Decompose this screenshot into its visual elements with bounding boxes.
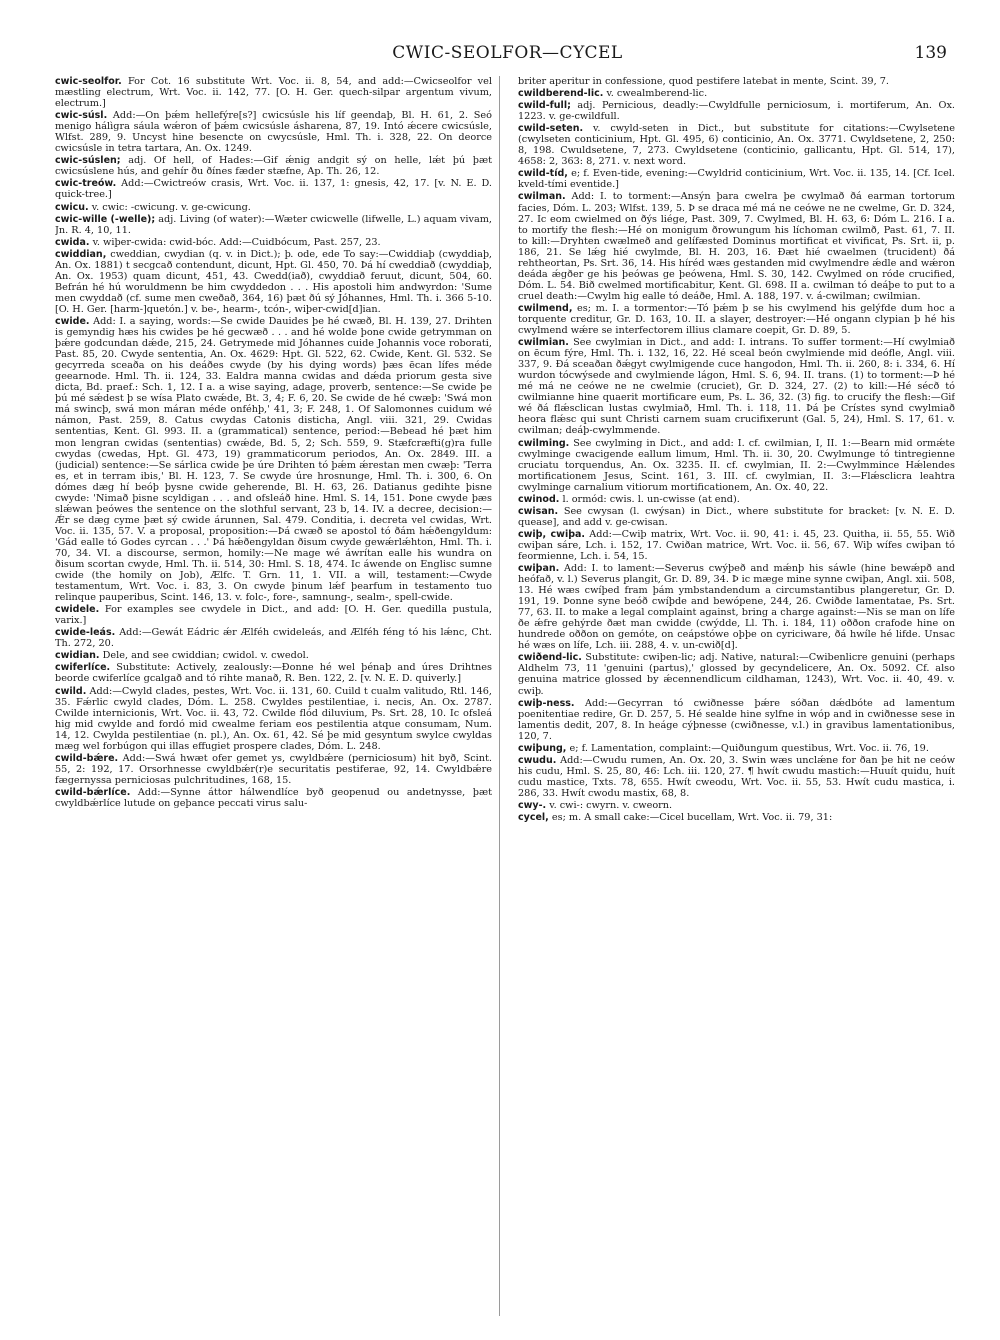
dictionary-entry xyxy=(55,249,492,315)
dictionary-entry xyxy=(55,686,492,752)
entry-text: cweddian, cwydian (q. v. in Dict.); þ. ode, ede To say:—Cwiddiaþ (cwyddiaþ, An. Ox. 1881) t secgcað contendunt, dicunt, Hpt. Gl. 450, 70. Þá hí cweddiað (cwyddiaþ, An. Ox. 1953) quam dicunt, 451, 43. Cwedd(iað), cwyddiað feruut, dicunt, 504, 60. Befrán hé hú woruldmenn be him cwyddedon . . . His apostoli him andwyrdon: 'Sume men cwyddað (cf. sume men cweðað, 364, 16) þæt ðú sý Jóhannes, Hml. Th. i. 366 5-10. [O. H. Ger. [harm-]quetón.] v. be-, hearm-, tcón-, wiþer-cwid[d]ian. xyxy=(55,248,492,315)
dictionary-entry xyxy=(55,76,492,109)
dictionary-entry xyxy=(55,787,492,809)
entry-text: Add:—Cwudu rumen, An. Ox. 20, 3. Swin wæs unclǽne for ðan þe hit ne ceów his cudu, Hml. S. 25, 80, 46: Lch. iii. 120, 27. ¶ hwít cwudu mastich:—Huuít quidu, huít cudu mastice, Txts. 78, 655. Hwít cweodu, Wrt. Voc. ii. 55, 53. Hwít cudu mastica, i. 286, 33. Hwít cwodu mastix, 68, 8. xyxy=(518,754,955,799)
entry-headword: cwidian. xyxy=(55,650,100,662)
entry-headword: cwilman. xyxy=(518,191,566,203)
entry-headword: cwy-. xyxy=(518,800,547,811)
entry-text: See cwysan (l. cwýsan) in Dict., where substitute for bracket: [v. N. E. D. quease], and add v. ge-cwisan. xyxy=(518,505,955,528)
entry-headword: cwilmian. xyxy=(518,337,569,349)
entry-headword: cwidele. xyxy=(55,604,100,616)
entry-text: v. cwic: -cwicung. v. ge-cwicung. xyxy=(91,201,251,213)
dictionary-entry xyxy=(518,652,955,696)
entry-headword: cwic-treów. xyxy=(55,178,117,190)
entry-text: Add:—Cwiþ matrix, Wrt. Voc. ii. 90, 41: i. 45, 23. Quitha, ii. 55, 55. Wið cwiþan sáre, Lch. i. 152, 17. Cwiðan matrice, Wrt. Voc. ii. 56, 67. Wiþ wífes cwiþan tó feormienne, Lch. i. 54, 15. xyxy=(518,528,955,562)
entry-text: See cwylmian in Dict., and add: I. intrans. To suffer torment:—Hí cwylmiað on ēcum fýre, Hml. Th. i. 132, 16, 22. Hé sceal beón cwylmiende mid deófle, Angl. viii. 337, 9. Ðá sceaðan ðǽgyt cwylmigende cuce hangodon, Hml. Th. ii. 260, 8: i. 334, 6. Hí wurdon tócwýsede and cwylmiende lágon, Hml. S. 6, 94. II. trans. (1) to torment:—Þ hé mé má ne ceówe ne ne cwelmie (cruciet), Gr. D. 324, 27. (2) to kill:—Hé sécð tó cwilmianne hine quaerit mortificare eum, Ps. L. 36, 32. (3) fig. to crucify the flesh:—Gif wé ðá flǽsclican lustas cwylmiað, Hml. Th. i. 118, 11. Þá þe Crístes synd cwylmiað heora flǽsc qui sunt Christi carnem suam crucifixerunt (Gal. 5, 24), Hml. S. 17, 61. v. cwilman; deáþ-cwylmmende. xyxy=(518,337,955,437)
dictionary-entry xyxy=(55,202,492,213)
entry-text: Add:—Cwictreów crasis, Wrt. Voc. ii. 137, 1: gnesis, 42, 17. [v. N. E. D. quick-tree.] xyxy=(55,178,492,201)
dictionary-entry xyxy=(518,303,955,336)
entry-text: v. cwyld-seten in Dict., but substitute for citations:—Cwylsetene (cwylseten conticinium, Hpt. Gl. 495, 6) conticinio, An. Ox. 3771. Cwyldsetene, 2, 250: 8, 198. Cwuldsetene, 7, 273. Cwyldsetene (conticinio, gallicantu, Hpt. Gl. 514, 17), 4658: 2, 363: 8, 271. v. next word. xyxy=(518,123,955,168)
entry-text: adj. Pernicious, deadly:—Cwyldfulle perniciosum, i. mortiferum, An. Ox. 1223. v. ge-cwildfull. xyxy=(518,100,955,123)
page-number: 139 xyxy=(914,43,947,63)
entry-text: For Cot. 16 substitute Wrt. Voc. ii. 8, 54, and add:—Cwicseolfor vel mæstling electrum, Wrt. Voc. ii. 142, 77. [O. H. Ger. quech-silpar argentum vivum, electrum.] xyxy=(55,76,492,110)
entry-headword: cwildberend-lic. xyxy=(518,88,604,100)
dictionary-entry xyxy=(518,76,955,87)
entry-text: e; f. Lamentation, complaint:—Quiðungum questibus, Wrt. Voc. ii. 76, 19. xyxy=(569,742,929,754)
entry-headword: cwild-bǽre. xyxy=(55,752,119,764)
entry-headword: cwisan. xyxy=(518,505,559,517)
dictionary-entry xyxy=(55,650,492,661)
entry-headword: cwilming. xyxy=(518,437,570,449)
dictionary-entry xyxy=(518,812,955,823)
entry-headword: cwild-tíd, xyxy=(518,168,568,180)
entry-headword: cwiðend-lic. xyxy=(518,652,582,664)
dictionary-entry xyxy=(518,123,955,167)
entry-text: For examples see cwydele in Dict., and add: [O. H. Ger. quedilla pustula, varix.] xyxy=(55,604,492,627)
entry-text: Add: I. a saying, words:—Se cwide Dauides þe hé cwæð, Bl. H. 139, 27. Drihten is gemyndig hæs his cwides þe hé gecwæð . . . and hé wolde þone cwide getrymman on þǽre godcundan dǽde, 215, 24. Getrymede mid Jóhannes cuide Johannis voce roborati, Past. 85, 20. Cwyde sententia, An. Ox. 4629: Hpt. Gl. 522, 62. Cwide, Kent. Gl. 532. Se gecyrreda sceaða on his deáðes cwyde (by his dying words) þæs ēcan lífes méde geearnode. Hml. Th. ii. 124, 33. Ealdra manna cwidas and dǽda priorum gesta sive dicta, Bd. praef.: Sch. 1, 12. I a. a wise saying, adage, proverb, sentence:—Se cwide þe þú mé sǽdest þ se wísa Plato cwǽde, Bt. 3, 4; F. 6, 20. Se cwide de hé cwæþ: 'Swá mon má swincþ, swá mon máran méde onféhþ,' 41, 3; F. 248, 1. Of Salomonnes cuidum wé námon, Past. 259, 8. Catus cwydas Catonis disticha, Angl. viii. 321, 29. Cwidas sententias, Kent. Gl. 993. II. a (grammatical) sentence, period:—Bebead hé þæt him mon lengran cwidas (sententias) cwǽde, Bd. 5, 2; Sch. 559, 9. Stæfcræfti(g)ra fulle cwydas (cwedas, Hpt. Gl. 473, 19) grammaticorum periodos, An. Ox. 2849. III. a (judicial) sentence:—Se sárlica cwide þe úre Drihten tó þǽm ǽrestan men cwæþ: 'Terra es, et in terram ibis,' Bl. H. 123, 7. Se cwyde úre hrosnunge, Hml. Th. i. 300, 6. On dómes dæg hí beóþ þysne cwide geherende, Bl. H. 63, 26. Datianus gedihte þisne cwyde: 'Nimað þisne scyldigan . . . and ofsleáð hine. Hml. S. 14, 151. Þone cwyde þæs slǽwan þeówes the sentence on the slothful servant, 23 b, 14. IV. a decree, decision:—Ǽr se dæg cyme þæt sý cwide árunnen, Sal. 479. Conditia, i. decreta vel cwidas, Wrt. Voc. ii. 135, 57. V. a proposal, proposition:—Þá cwæð se apostol tó ðám hǽðengyldum: 'Gád ealle tó Godes cyrcan . . .' Þá hǽðengyldan ðisum cwyde gewǽrlǽhton, Hml. Th. i. 70, 34. VI. a discourse, sermon, homily:—Ne mage wé áwrítan ealle his wundra on ðisum scortan cwyde, Hml. Th. ii. 514, 30: Hml. S. 18, 474. Ic áwende on Englisc sumne cwide (the homily on Job), Ælfc. T. Grn. 11, 1. VII. a will, testament:—Cwyde testamentum, Wrt. Voc. i. 83, 3. On cwyde þinum lǽf þearfum in testamento tuo relinque pauperibus, Scint. 146, 13. v. folc-, fore-, samnung-, sealm-, spell-cwide. xyxy=(55,315,492,604)
left-column xyxy=(55,76,492,1316)
entry-headword: cwic-súsl. xyxy=(55,110,108,122)
entry-text: v. wiþer-cwida: cwid-bóc. Add:—Cuidbócum, Past. 257, 23. xyxy=(92,236,381,248)
entry-text: Add:—On þǽm hellefýre[s?] cwicsúsle his líf geendaþ, Bl. H. 61, 2. Seó menigo hálìgra sáula wǽron of þǽm cwicsúsle ásharena, 87, 19. Intó ǽcere cwicsúsle, Wlfst. 289, 9. Uncyst hine besencte on cwycsúsle, Hml. Th. i. 328, 22. On deorce cwicsúsle in tetra tartara, An. Ox. 1249. xyxy=(55,110,492,155)
dictionary-entry xyxy=(55,627,492,649)
entry-text: Add:—Synne áttor hálwendlíce byð geopenud ou andetnysse, þæt cwyldbǽrlíce lutude on geþance peccati virus salu- xyxy=(55,786,492,809)
entry-headword: cwild-full; xyxy=(518,100,571,112)
dictionary-entry xyxy=(55,178,492,200)
dictionary-entry xyxy=(518,337,955,436)
dictionary-entry xyxy=(55,662,492,684)
dictionary-entry xyxy=(518,191,955,301)
dictionary-entry xyxy=(518,100,955,122)
text-columns xyxy=(55,76,955,1316)
column-divider xyxy=(499,76,500,1316)
entry-text: See cwylming in Dict., and add: I. cf. cwilmian, I, II. 1:—Bearn mid ormǽte cwylminge cwacigende eallum limum, Hml. Th. ii. 30, 20. Cwylmunge tó tintregienne cruciatu torquendus, An. Ox. 3235. II. cf. cwylmian, II. 2:—Cwylmmince Hǽlendes mortificationem Jesus, Scint. 161, 3. III. cf. cwylmian, II. 3:—Flǽsclicra leahtra cwylminge carnalium vitiorum mortificationem, An. Ox. 40, 22. xyxy=(518,437,955,493)
entry-text: Dele, and see cwiddian; cwidol. v. cwedol. xyxy=(102,650,309,662)
entry-headword: cwild-bǽrlíce. xyxy=(55,786,131,798)
entry-headword: cwic-súslen; xyxy=(55,155,121,167)
entry-text: adj. Living (of water):—Wæter cwicwelle (lifwelle, L.) aquam vivam, Jn. R. 4, 10, 11. xyxy=(55,213,492,236)
entry-headword: cwiferlíce. xyxy=(55,662,111,674)
entry-headword: cwide. xyxy=(55,315,90,327)
dictionary-entry xyxy=(518,438,955,493)
entry-headword: cwiddian, xyxy=(55,248,107,260)
dictionary-entry xyxy=(55,110,492,154)
page-header xyxy=(60,43,955,69)
right-column xyxy=(518,76,955,1316)
dictionary-entry xyxy=(55,753,492,786)
entry-text: Substitute: Actively, zealously:—Ðonne hé wel þénaþ and úres Drihtnes beorde cwiferlíce gcalgað and tó rihte manað, R. Ben. 122, 2. [v. N. E. D. quiverly.] xyxy=(55,662,492,685)
entry-text: Add:—Gewát Eádric ǽr Ælféh cwideleás, and Ælféh féng tó his lǽnc, Cht. Th. 272, 20. xyxy=(55,627,492,650)
entry-headword: cwilmend, xyxy=(518,302,573,314)
entry-headword: cwide-leás. xyxy=(55,627,116,639)
dictionary-entry xyxy=(518,755,955,799)
entry-headword: cwiþ-ness. xyxy=(518,697,575,709)
entry-text: Add:—Swá hwæt ofer gemet ys, cwyldbǽre (perniciosum) hit byð, Scint. 55, 2: 192, 17. Orsorhnesse cwyldbǽr(r)e securitatis pestiferae, 92, 14. Cwyldbǽre fægernyssa perniciosas pulchritudines, 168, 15. xyxy=(55,752,492,786)
entry-text: es; m. A small cake:—Cicel bucellam, Wrt. Voc. ii. 79, 31: xyxy=(551,812,833,824)
entry-headword: cwic-wille (-welle); xyxy=(55,213,156,225)
dictionary-entry xyxy=(518,743,955,754)
dictionary-entry xyxy=(55,604,492,626)
entry-text: es; m. I. a tormentor:—Tó þǽm þ se his cwylmend his gelýfde dum hoc a torquente creditur, Gr. D. 163, 10. II. a slayer, destroyer:—Hé ongann clypian þ hé his cwylmend wǽre se interfectorem illius clamare coepit, Gr. D. 89, 5. xyxy=(518,302,955,337)
running-title: CWIC-SEOLFOR—CYCEL xyxy=(392,43,623,63)
dictionary-entry xyxy=(518,563,955,651)
dictionary-entry xyxy=(518,506,955,528)
dictionary-entry xyxy=(518,168,955,190)
entry-headword: cwiþung, xyxy=(518,742,567,754)
dictionary-entry xyxy=(518,88,955,99)
entry-text: e; f. Even-tide, evening:—Cwyldrid conticinium, Wrt. Voc. ii. 135, 14. [Cf. Icel. kveld-tími eventide.] xyxy=(518,168,955,191)
dictionary-entry xyxy=(55,214,492,236)
entry-text: Add: I. to lament:—Severus cwýþeð and mǽnþ his sáwle (hine bewǽpð and heófað, v. l.) Severus plangit, Gr. D. 89, 34. Þ ic mæge mine synne cwiþan, Angl. xii. 508, 13. Hé wæs cwíþed fram þám ymbstandendum a circumstantibus plangeretur, Gr. D. 191, 19. Þonne syne beóð cwíþde and bewópene, 244, 26. Cwiðde lamentatae, Ps. Srt. 77, 63. II. to make a legal complaint against, bring a charge against:—Nis se man on lífe ðe ǽfre gehýrde ðæt man cwidde (cwýdde, Ll. Th. i. 184, 11) oððon crafode hine on hundrede oððon on gemóte, on ceápstówe oþþe on cyriciware, ðá hwíle hé lifde. Unsac hé wæs on lífe, Lch. iii. 288, 4. v. un-cwið[d]. xyxy=(518,563,955,652)
dictionary-entry xyxy=(518,698,955,742)
entry-headword: cwudu. xyxy=(518,754,557,766)
entry-text: adj. Of hell, of Hades:—Gif ǽnig andgit sý on helle, lǽt þú þæt cwicsúslene hús, and gehír ðu ðínes fæder stæfne, Ap. Th. 26, 12. xyxy=(55,155,492,178)
dictionary-entry xyxy=(518,494,955,505)
entry-headword: cwida. xyxy=(55,236,90,248)
entry-headword: cwild. xyxy=(55,685,87,697)
entry-text: Add:—Cwyld clades, pestes, Wrt. Voc. ii. 131, 60. Cuild t cualm valitudo, Rtl. 146, 35. Fǽrlic cwyld clades, Dóm. L. 258. Cwyldes pestilentiae, i. necis, An. Ox. 2787. Cwilde internicionis, Wrt. Voc. ii. 43, 72. Cwilde flód diluvium, Ps. Srt. 28, 10. Ic ofsleá hig mid cwylde and fordó mid cwealme feriam eos pestilentia atque consumam, Num. 14, 12. Cwylda pestilentiae (n. pl.), An. Ox. 61, 42. Sé þe mid gesyntum swylce cwyldas mæg wel forbúgon qui illas effugiet prospere clades, Dóm. L. 248. xyxy=(55,685,492,752)
dictionary-entry xyxy=(55,237,492,248)
entry-headword: cwiþ, cwiþa. xyxy=(518,528,586,540)
dictionary-entry xyxy=(55,316,492,603)
entry-headword: cycel, xyxy=(518,812,549,824)
entry-text: Substitute: cwiþen-lic; adj. Native, natural:—Cwibenlicre genuini (perhaps Aldhelm 73, 11 'genuini (partus),' glossed by gecyndelicere, An. Ox. 5092. Cf. also genuina matrice glossed by ǽcennendlicum cildhaman, 1243), Wrt. Voc. ii. 40, 49. v. cwiþ. xyxy=(518,652,955,697)
dictionary-entry xyxy=(55,155,492,177)
entry-text: l. ormód: cwis. l. un-cwisse (at end). xyxy=(562,493,740,505)
dictionary-entry xyxy=(518,529,955,562)
entry-text: Add:—Gecyrran tó cwiðnesse þǽre sóðan dǽdbóte ad lamentum poenitentiae redire, Gr. D. 257, 5. Hé sealde hine sylfne in wóp and in cwiðnesse sese in lamentis dedit, 207, 8. In heáge cýþnesse (cwiðnesse, v.l.) in gravibus lamentationibus, 120, 7. xyxy=(518,697,955,742)
entry-headword: cwinod. xyxy=(518,493,560,505)
entry-text: v. cwealmberend-lic. xyxy=(606,88,708,100)
entry-headword: cwicu. xyxy=(55,201,89,213)
entry-headword: cwiþan. xyxy=(518,563,560,575)
entry-text: briter aperitur in confessione, quod pestifere latebat in mente, Scint. 39, 7. xyxy=(518,76,889,87)
dictionary-entry xyxy=(518,800,955,811)
entry-text: v. cwi-: cwyrn. v. cweorn. xyxy=(549,800,673,811)
entry-headword: cwild-seten. xyxy=(518,123,584,135)
entry-headword: cwic-seolfor. xyxy=(55,76,122,87)
entry-text: Add: I. to torment:—Ansýn þara cwelra þe cwylmað ðá earman tortorum facies, Dóm. L. 203; Wlfst. 139, 5. Þ se draca mé má ne ceówe ne ne cwelme, Gr. D. 324, 27. Ic eom cwielmed on ðýs liége, Past. 309, 7. Cwylmed, Bl. H. 63, 6: Dóm L. 216. I a. to mortify the flesh:—Hé on monigum ðrowungum his líchoman cwilmð, Past. 61, 7. II. to kill:—Dryhten cwælmeð and gelífæsted Dominus mortificat et vivificat, Ps. Srt. ii, p. 186, 21. Se lǽg hié cwylmde, Bl. H. 203, 16. Ðæt hié cwaelmen (trucident) ðá rehtheortan, Ps. Srt. 36, 14. His híréd wæs gestanden mid cwylmendre ǽdle and wǽron deáda ǽgðer ge his þeówas ge þeówena, Hml. S. 30, 142. Cwylmed on róde crucified, Dóm. L. 54. Bið cwelmed mortificabitur, Kent. Gl. 698. II a. cwilman tó deáþe to put to a cruel death:—Cwylm hig ealle tó deáðe, Hml. A. 188, 197. v. á-cwilman; cwilmian. xyxy=(518,191,955,302)
